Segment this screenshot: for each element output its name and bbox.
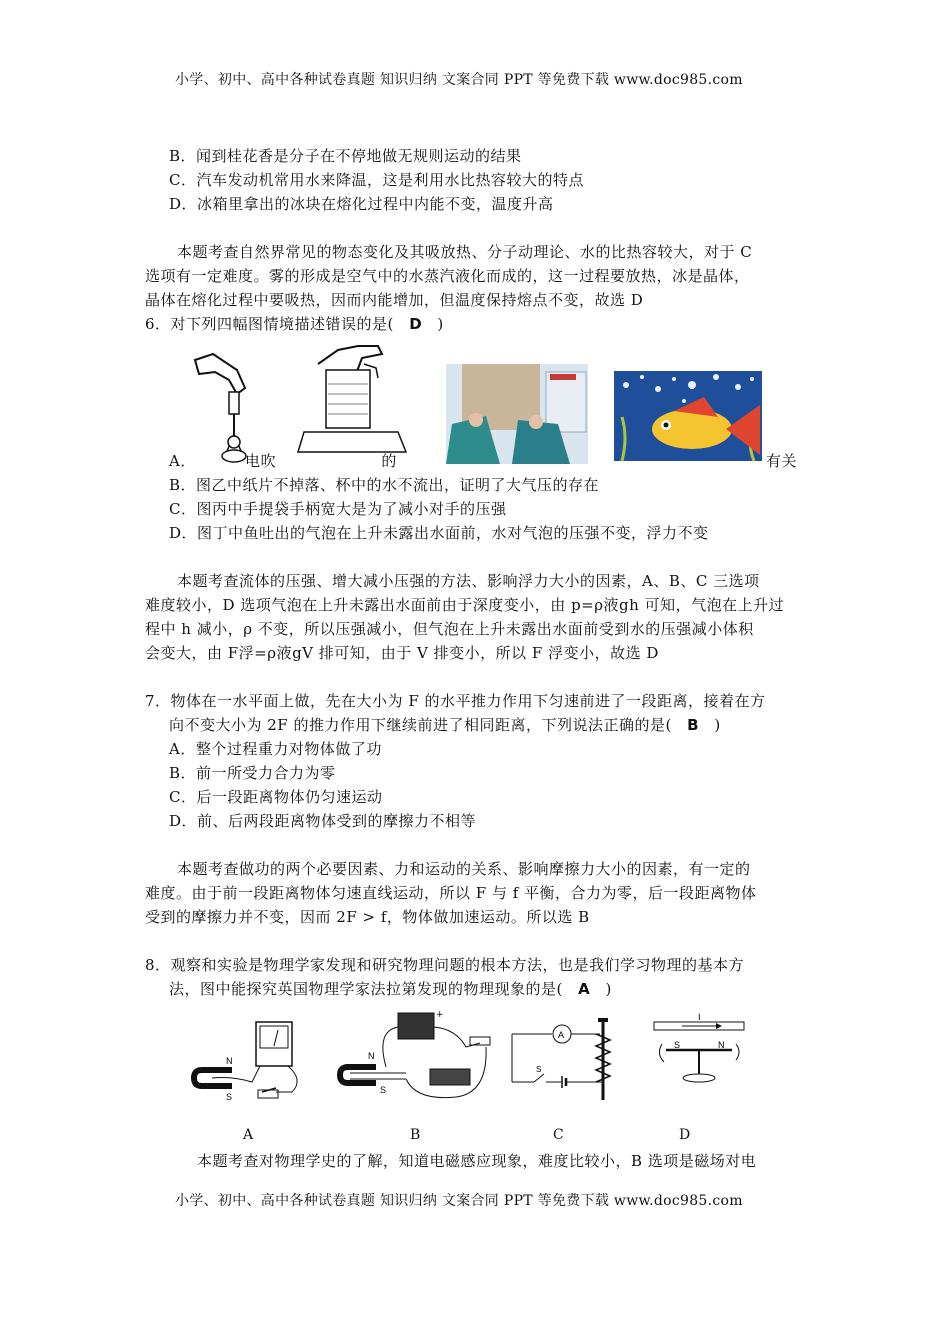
q8-answer: A: [578, 980, 591, 998]
q8-stem-2: [169, 979, 612, 999]
q7-answer: B: [687, 716, 700, 734]
q6-explanation-2: 难度较小，D 选项气泡在上升未露出水面前由于深度变小，由 p=ρ液gh 可知，气泡在上升过: [145, 596, 785, 614]
q8-label-a: A: [243, 1127, 254, 1143]
q8-figure-c-ammeter-label: A: [558, 1030, 565, 1040]
q7-stem-2-text: 向不变大小为 2F 的推力作用下继续前进了相同距离，下列说法正确的是(: [169, 716, 672, 734]
q5-option-d: D．冰箱里拿出的冰块在熔化过程中内能不变，温度升高: [169, 195, 554, 213]
q7-explanation-2: 难度。由于前一段距离物体匀速直线运动，所以 F 与 f 平衡，合力为零，后一段距离物体: [145, 884, 757, 902]
q7-stem-2: [169, 715, 721, 735]
q8-figure-d-current-label: I: [698, 1012, 701, 1022]
q8-figure-d-n-pole: N: [718, 1040, 725, 1050]
q7-option-b: B．前一所受力合力为零: [169, 764, 336, 782]
q6-figure-shopping-bags: [446, 364, 588, 464]
q8-stem-2-text: 法，图中能探究英国物理学家法拉第发现的物理现象的是(: [169, 980, 563, 998]
q6-option-d: D．图丁中鱼吐出的气泡在上升未露出水面前，水对气泡的压强不变，浮力不变: [169, 524, 709, 542]
q8-figure-a-s-pole: S: [226, 1092, 233, 1102]
q8-figure-a: [192, 1020, 304, 1104]
q8-explanation-1: 本题考查对物理学史的了解，知道电磁感应现象，难度比较小，B 选项是磁场对电: [197, 1152, 757, 1170]
q7-stem-close: ): [714, 716, 721, 734]
q6-stem-close: ): [437, 315, 444, 333]
q8-figure-d-s-pole: S: [674, 1040, 681, 1050]
q8-stem-close: ): [605, 980, 612, 998]
q6-figure-hair-dryer: [185, 352, 265, 467]
q6-answer: D: [409, 315, 423, 333]
q5-option-c: C．汽车发动机常用水来降温，这是利用水比热容较大的特点: [169, 171, 584, 189]
q5-explanation-2: 选项有一定难度。雾的形成是空气中的水蒸汽液化而成的，这一过程要放热，冰是晶体，: [145, 267, 750, 285]
q6-option-a-end: 有关: [766, 452, 798, 470]
q8-figure-c-switch-label: S: [536, 1065, 542, 1074]
q6-option-a-fragment-2: 的: [381, 452, 397, 470]
q8-figure-b: [336, 1007, 496, 1103]
q8-figure-b-n-pole: N: [368, 1051, 375, 1061]
page-footer: 小学、初中、高中各种试卷真题 知识归纳 文案合同 PPT 等免费下载 www.doc985.com: [175, 1193, 743, 1209]
q5-explanation-1: 本题考查自然界常见的物态变化及其吸放热、分子动理论、水的比热容较大，对于 C: [177, 243, 753, 261]
q8-label-c: C: [553, 1127, 564, 1143]
q6-figure-fish-bubbles: [614, 371, 762, 461]
q6-option-a: [169, 451, 397, 471]
q7-option-d: D．前、后两段距离物体受到的摩擦力不相等: [169, 812, 477, 830]
q6-option-b: B．图乙中纸片不掉落、杯中的水不流出，证明了大气压的存在: [169, 476, 600, 494]
q6-explanation-1: 本题考查流体的压强、增大减小压强的方法、影响浮力大小的因素，A、B、C 三选项: [177, 572, 760, 590]
q6-explanation-3: 程中 h 减小，ρ 不变，所以压强减小，但气泡在上升未露出水面前受到水的压强减小体积: [145, 620, 754, 638]
q6-stem: [145, 314, 444, 334]
q5-option-b: B．闻到桂花香是分子在不停地做无规则运动的结果: [169, 147, 522, 165]
q6-option-a-fragment-1: 电吹: [245, 452, 277, 470]
q6-explanation-4: 会变大，由 F浮=ρ液gV 排可知，由于 V 排变小，所以 F 浮变小，故选 D: [145, 644, 659, 662]
q8-figure-d: [652, 1014, 752, 1098]
q7-explanation-3: 受到的摩擦力并不变，因而 2F > f，物体做加速运动。所以选 B: [145, 908, 590, 926]
q8-stem-1: 8．观察和实验是物理学家发现和研究物理问题的根本方法，也是我们学习物理的基本方: [145, 956, 745, 974]
q6-option-a-label: A．: [169, 452, 196, 470]
q7-option-c: C．后一段距离物体仍匀速运动: [169, 788, 383, 806]
q8-label-b: B: [410, 1127, 421, 1143]
q7-stem-1: 7．物体在一水平面上做，先在大小为 F 的水平推力作用下匀速前进了一段距离，接着在方: [145, 692, 766, 710]
q7-option-a: A．整个过程重力对物体做了功: [169, 740, 382, 758]
q6-stem-text: 6．对下列四幅图情境描述错误的是(: [145, 315, 394, 333]
q6-option-c: C．图丙中手提袋手柄宽大是为了减小对手的压强: [169, 500, 507, 518]
q8-figure-a-n-pole: N: [226, 1056, 233, 1066]
page-header: 小学、初中、高中各种试卷真题 知识归纳 文案合同 PPT 等免费下载 www.doc985.com: [175, 72, 743, 88]
q5-explanation-3: 晶体在熔化过程中要吸热，因而内能增加，但温度保持熔点不变，故选 D: [145, 291, 644, 309]
q8-figure-b-s-pole: S: [380, 1085, 387, 1095]
q6-figure-cup-paper: [298, 344, 408, 466]
q8-label-d: D: [679, 1127, 691, 1143]
q8-figure-c: [510, 1014, 630, 1104]
q7-explanation-1: 本题考查做功的两个必要因素、力和运动的关系、影响摩擦力大小的因素，有一定的: [177, 860, 751, 878]
q8-figure-b-plus-terminal: +: [436, 1010, 444, 1020]
